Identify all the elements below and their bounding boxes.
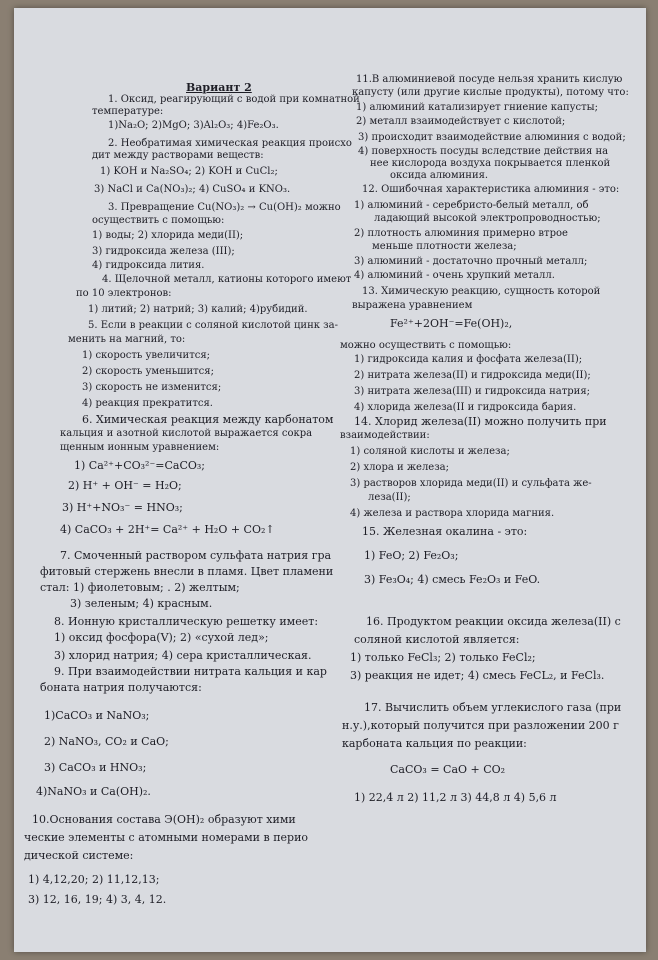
- q5-option-1: 1) скорость увеличится;: [82, 350, 211, 361]
- q15-options-1: 1) FeO; 2) Fe₂O₃;: [364, 549, 459, 562]
- q3-line2: осуществить с помощью:: [92, 215, 225, 226]
- q12-option-3: 3) алюминий - достаточно прочный металл;: [354, 256, 588, 267]
- q17-line1: 17. Вычислить объем углекислого газа (при: [364, 701, 622, 714]
- q9-line1: 9. При взаимодействии нитрата кальция и кар: [54, 665, 327, 678]
- q14-option-3a: 3) растворов хлорида меди(II) и сульфата же-: [350, 478, 592, 489]
- q1-options: 1)Na₂O; 2)MgO; 3)Al₂O₃; 4)Fe₂O₃.: [108, 120, 279, 131]
- q12-option-1b: ладающий высокой электропроводностью;: [374, 213, 601, 224]
- q17-options: 1) 22,4 л 2) 11,2 л 3) 44,8 л 4) 5,6 л: [354, 791, 557, 804]
- q3-option-4: 4) гидроксида лития.: [92, 260, 205, 271]
- q14-option-2: 2) хлора и железа;: [350, 462, 450, 473]
- q11-line1: 11.В алюминиевой посуде нельзя хранить кислую: [356, 74, 623, 85]
- q5-option-3: 3) скорость не изменится;: [82, 382, 222, 393]
- q4-line1: 4. Щелочной металл, катионы которого имеют: [102, 274, 352, 285]
- q8-options-2: 3) хлорид натрия; 4) сера кристаллическая.: [54, 649, 312, 662]
- q15-line1: 15. Железная окалина - это:: [362, 525, 528, 538]
- q2-line2: дит между растворами веществ:: [92, 150, 264, 161]
- q4-line2: по 10 электронов:: [76, 288, 172, 299]
- q1-line1: 1. Оксид, реагирующий с водой при комнатной: [108, 94, 360, 105]
- q14-option-3b: леза(II);: [368, 492, 411, 503]
- q2-options-2: 3) NaCl и Ca(NO₃)₂; 4) CuSO₄ и KNO₃.: [94, 184, 291, 195]
- q6-option-3: 3) H⁺+NO₃⁻ = HNO₃;: [62, 501, 183, 514]
- q10-options-1: 1) 4,12,20; 2) 11,12,13;: [28, 873, 160, 886]
- q5-option-4: 4) реакция прекратится.: [82, 398, 213, 409]
- q13-option-3: 3) нитрата железа(III) и гидроксида натрия;: [354, 386, 591, 397]
- q17-line2: н.у.),который получится при разложении 200 г: [342, 719, 619, 732]
- q14-option-1: 1) соляной кислоты и железа;: [350, 446, 510, 457]
- q6-line3: щенным ионным уравнением:: [60, 442, 220, 453]
- right-column: [334, 8, 646, 952]
- q12-option-4: 4) алюминий - очень хрупкий металл.: [354, 270, 555, 281]
- q16-line1: 16. Продуктом реакции оксида железа(II) с: [366, 615, 621, 628]
- q11-option-1: 1) алюминий катализирует гниение капусты;: [356, 102, 598, 113]
- q4-options: 1) литий; 2) натрий; 3) калий; 4)рубидий.: [88, 304, 308, 315]
- q9-option-1: 1)CaCO₃ и NaNO₃;: [44, 709, 150, 722]
- q3-option-1: 1) воды; 2) хлорида меди(II);: [92, 230, 244, 241]
- q14-option-4: 4) железа и раствора хлорида магния.: [350, 508, 555, 519]
- q7-line2: фитовый стержень внесли в пламя. Цвет пламени: [40, 565, 334, 578]
- q12-option-2a: 2) плотность алюминия примерно втрое: [354, 228, 568, 239]
- q2-options-1: 1) KOH и Na₂SO₄; 2) KOH и CuCl₂;: [100, 166, 278, 177]
- q13-line3: можно осуществить с помощью:: [340, 340, 512, 351]
- q12-option-1a: 1) алюминий - серебристо-белый металл, об: [354, 200, 589, 211]
- q17-equation: CaCO₃ = CaO + CO₂: [390, 763, 506, 776]
- q3-option-3: 3) гидроксида железа (III);: [92, 246, 235, 257]
- q13-equation: Fe²⁺+2OH⁻=Fe(OH)₂,: [390, 317, 513, 330]
- q16-options-1: 1) только FeCl₃; 2) только FeCl₂;: [350, 651, 536, 664]
- q6-line1: 6. Химическая реакция между карбонатом: [82, 413, 334, 426]
- q10-line3: дической системе:: [24, 849, 134, 862]
- q5-line1: 5. Если в реакции с соляной кислотой цинк за-: [88, 320, 338, 331]
- q10-line1: 10.Основания состава Э(OH)₂ образуют хими: [32, 813, 296, 826]
- q10-options-2: 3) 12, 16, 19; 4) 3, 4, 12.: [28, 893, 167, 906]
- q9-option-3: 3) CaCO₃ и HNO₃;: [44, 761, 147, 774]
- q17-line3: карбоната кальция по реакции:: [342, 737, 527, 750]
- q6-option-2: 2) H⁺ + OH⁻ = H₂O;: [68, 479, 182, 492]
- q13-option-1: 1) гидроксида калия и фосфата железа(II);: [354, 354, 583, 365]
- q8-line1: 8. Ионную кристаллическую решетку имеет:: [54, 615, 319, 628]
- q3-line1: 3. Превращение Cu(NO₃)₂ → Cu(OH)₂ можно: [108, 202, 341, 213]
- q16-line2: соляной кислотой является:: [354, 633, 520, 646]
- q12-option-2b: меньше плотности железа;: [372, 241, 517, 252]
- q8-options-1: 1) оксид фосфора(V); 2) «сухой лед»;: [54, 631, 269, 644]
- q13-line2: выражена уравнением: [352, 300, 473, 311]
- q12-line1: 12. Ошибочная характеристика алюминия - это:: [362, 184, 620, 195]
- q11-option-4a: 4) поверхность посуды вследствие действия на: [358, 146, 609, 157]
- left-column: [14, 8, 360, 952]
- q15-options-2: 3) Fe₃O₄; 4) смесь Fe₂O₃ и FeO.: [364, 573, 541, 586]
- q5-option-2: 2) скорость уменьшится;: [82, 366, 214, 377]
- q14-line1: 14. Хлорид железа(II) можно получить при: [354, 415, 607, 428]
- q9-option-4: 4)NaNO₃ и Ca(OH)₂.: [36, 785, 151, 798]
- worksheet-page: [14, 8, 646, 952]
- q11-option-2: 2) металл взаимодействует с кислотой;: [356, 116, 566, 127]
- q10-line2: ческие элементы с атомными номерами в перио: [24, 831, 309, 844]
- q11-option-4c: оксида алюминия.: [390, 170, 489, 181]
- q5-line2: менить на магний, то:: [68, 334, 186, 345]
- q13-line1: 13. Химическую реакцию, сущность которой: [362, 286, 601, 297]
- q11-line2: капусту (или другие кислые продукты), потому что:: [352, 87, 629, 98]
- q7-line4: 3) зеленым; 4) красным.: [70, 597, 213, 610]
- q11-option-3: 3) происходит взаимодействие алюминия с водой;: [358, 132, 626, 143]
- q7-line3: стал: 1) фиолетовым; . 2) желтым;: [40, 581, 240, 594]
- q14-line2: взаимодействии:: [340, 430, 430, 441]
- q13-option-4: 4) хлорида железа(II и гидроксида бария.: [354, 402, 577, 413]
- q7-line1: 7. Смоченный раствором сульфата натрия гра: [60, 549, 332, 562]
- q6-option-4: 4) CaCO₃ + 2H⁺= Ca²⁺ + H₂O + CO₂↑: [60, 523, 275, 536]
- q1-line2: температуре:: [92, 106, 164, 117]
- variant-title: Вариант 2: [186, 81, 252, 94]
- q16-options-2: 3) реакция не идет; 4) смесь FeCL₂, и FeCl₃.: [350, 669, 605, 682]
- q11-option-4b: нее кислорода воздуха покрывается пленкой: [370, 158, 611, 169]
- q9-line2: боната натрия получаются:: [40, 681, 202, 694]
- q6-option-1: 1) Ca²⁺+CO₃²⁻=CaCO₃;: [74, 459, 205, 472]
- q2-line1: 2. Необратимая химическая реакция происхо: [108, 138, 352, 149]
- q13-option-2: 2) нитрата железа(II) и гидроксида меди(II);: [354, 370, 591, 381]
- q9-option-2: 2) NaNO₃, CO₂ и CaO;: [44, 735, 169, 748]
- q6-line2: кальция и азотной кислотой выражается сокра: [60, 428, 313, 439]
